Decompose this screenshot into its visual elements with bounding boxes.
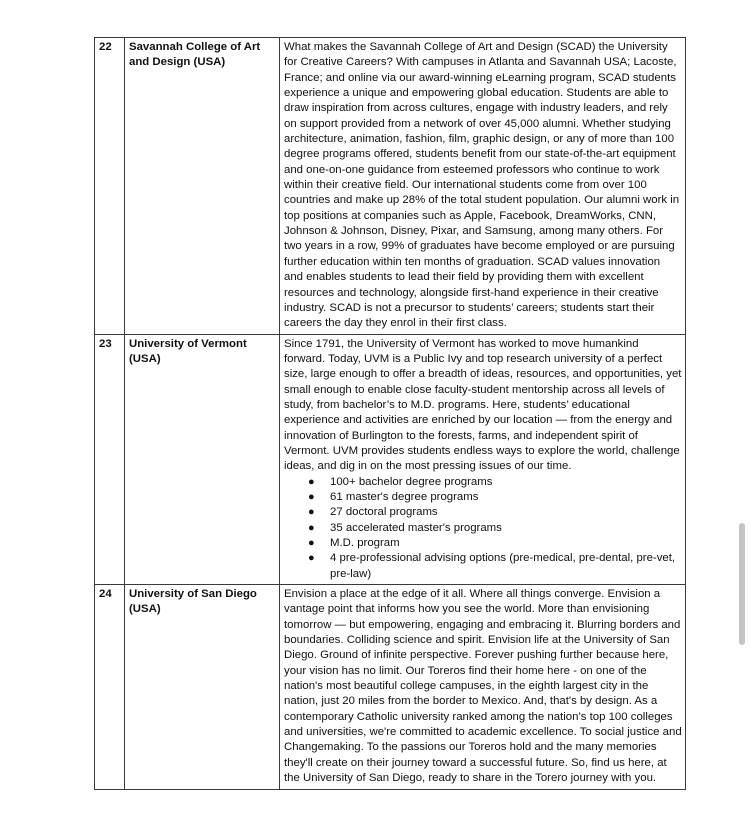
bullet-icon: ● <box>308 552 315 565</box>
university-table <box>94 37 686 790</box>
table-row <box>95 585 686 789</box>
row-number: 23 <box>95 334 125 585</box>
bullet-icon: ● <box>308 475 315 488</box>
vertical-scrollbar[interactable] <box>739 523 745 645</box>
bullet-icon: ● <box>308 521 315 534</box>
list-item: ● M.D. program <box>284 536 682 551</box>
bullet-icon: ● <box>308 490 315 503</box>
description-text: What makes the Savannah College of Art and Design (SCAD) the University for Creative Careers? With campuses in Atlanta and Savannah USA; Lacoste, France; and online via our award-winning eLearning program, SCAD students experience a unique and empowering global education. Students are able to draw inspiration from across cultures, engage with industry leaders, and rely on support provided from a network of over 45,000 alumni. Whether studying architecture, animation, fashion, film, graphic design, or any of more than 100 degree programs offered, students benefit from our state-of-the-art equipment and one-on-one guidance from esteemed professors who continue to work within their creative field. Our international students come from over 100 countries and make up 28% of the total student population. Our alumni work in top positions at companies such as Apple, Facebook, DreamWorks, CNN, Johnson & Johnson, Disney, Pixar, and Samsung, among many others. For two years in a row, 99% of graduates have become employed or are pursuing further education within ten months of graduation. SCAD values innovation and enables students to lead their field by providing them with excellent resources and technology, alongside first-hand experience in their creative industry. SCAD is not a precursor to students’ careers; students start their careers the day they enrol in their first class. <box>284 41 680 330</box>
row-number: 22 <box>95 38 125 335</box>
list-item: ● 4 pre-professional advising options (pre-medical, pre-dental, pre-vet, pre-law) <box>308 552 676 580</box>
list-item: ● 35 accelerated master's programs <box>284 521 682 536</box>
table-row <box>95 334 686 585</box>
list-item: ● 27 doctoral programs <box>284 505 682 520</box>
description-text: Envision a place at the edge of it all. Where all things converge. Envision a vantage point that informs how you see the world. More than envisioning tomorrow — but empowering, engaging and embracing it. Blurring borders and boundaries. Colliding science and spirit. Envision life at the University of San Diego. Ground of infinite perspective. Forever pushing further because here, your vision has no limit. Our Toreros find their home here - on one of the nation's most beautiful college campuses, in the eighth largest city in the nation, just 20 miles from the border to Mexico. And, that's by design. As a contemporary Catholic university ranked among the nation’s top 100 colleges and universities, we're committed to academic excellence. To social justice and Changemaking. To the passions our Toreros hold and the many memories they'll create on their journey toward a successful future. So, find us here, at the University of San Diego, ready to share in the Torero journey with you. <box>284 588 682 785</box>
bullet-icon: ● <box>308 537 315 549</box>
list-item: ● 100+ bachelor degree programs <box>284 475 682 490</box>
description-text: Since 1791, the University of Vermont has worked to move humankind forward. Today, UVM is a Public Ivy and top research university of a perfect size, large enough to offer a breadth of ideas, resources, and opportunities, yet small enough to enable close faculty-student mentorship across all levels of study, from bachelor’s to M.D. programs. Here, students’ educational experience and activities are enriched by our location — from the energy and innovation of Burlington to the forests, farms, and independent spirit of Vermont. UVM provides students endless ways to explore the world, challenge ideas, and dig in on the most pressing issues of our time. <box>284 337 682 473</box>
university-description <box>280 38 686 335</box>
university-name: University of San Diego (USA) <box>125 585 280 789</box>
table-row <box>95 38 686 335</box>
university-description <box>280 334 686 585</box>
bullet-icon: ● <box>308 506 315 519</box>
university-name: University of Vermont (USA) <box>125 334 280 585</box>
program-list <box>284 475 682 582</box>
row-number: 24 <box>95 585 125 789</box>
university-description <box>280 585 686 789</box>
list-item: ● 61 master's degree programs <box>284 490 682 505</box>
university-name: Savannah College of Art and Design (USA) <box>125 38 280 335</box>
